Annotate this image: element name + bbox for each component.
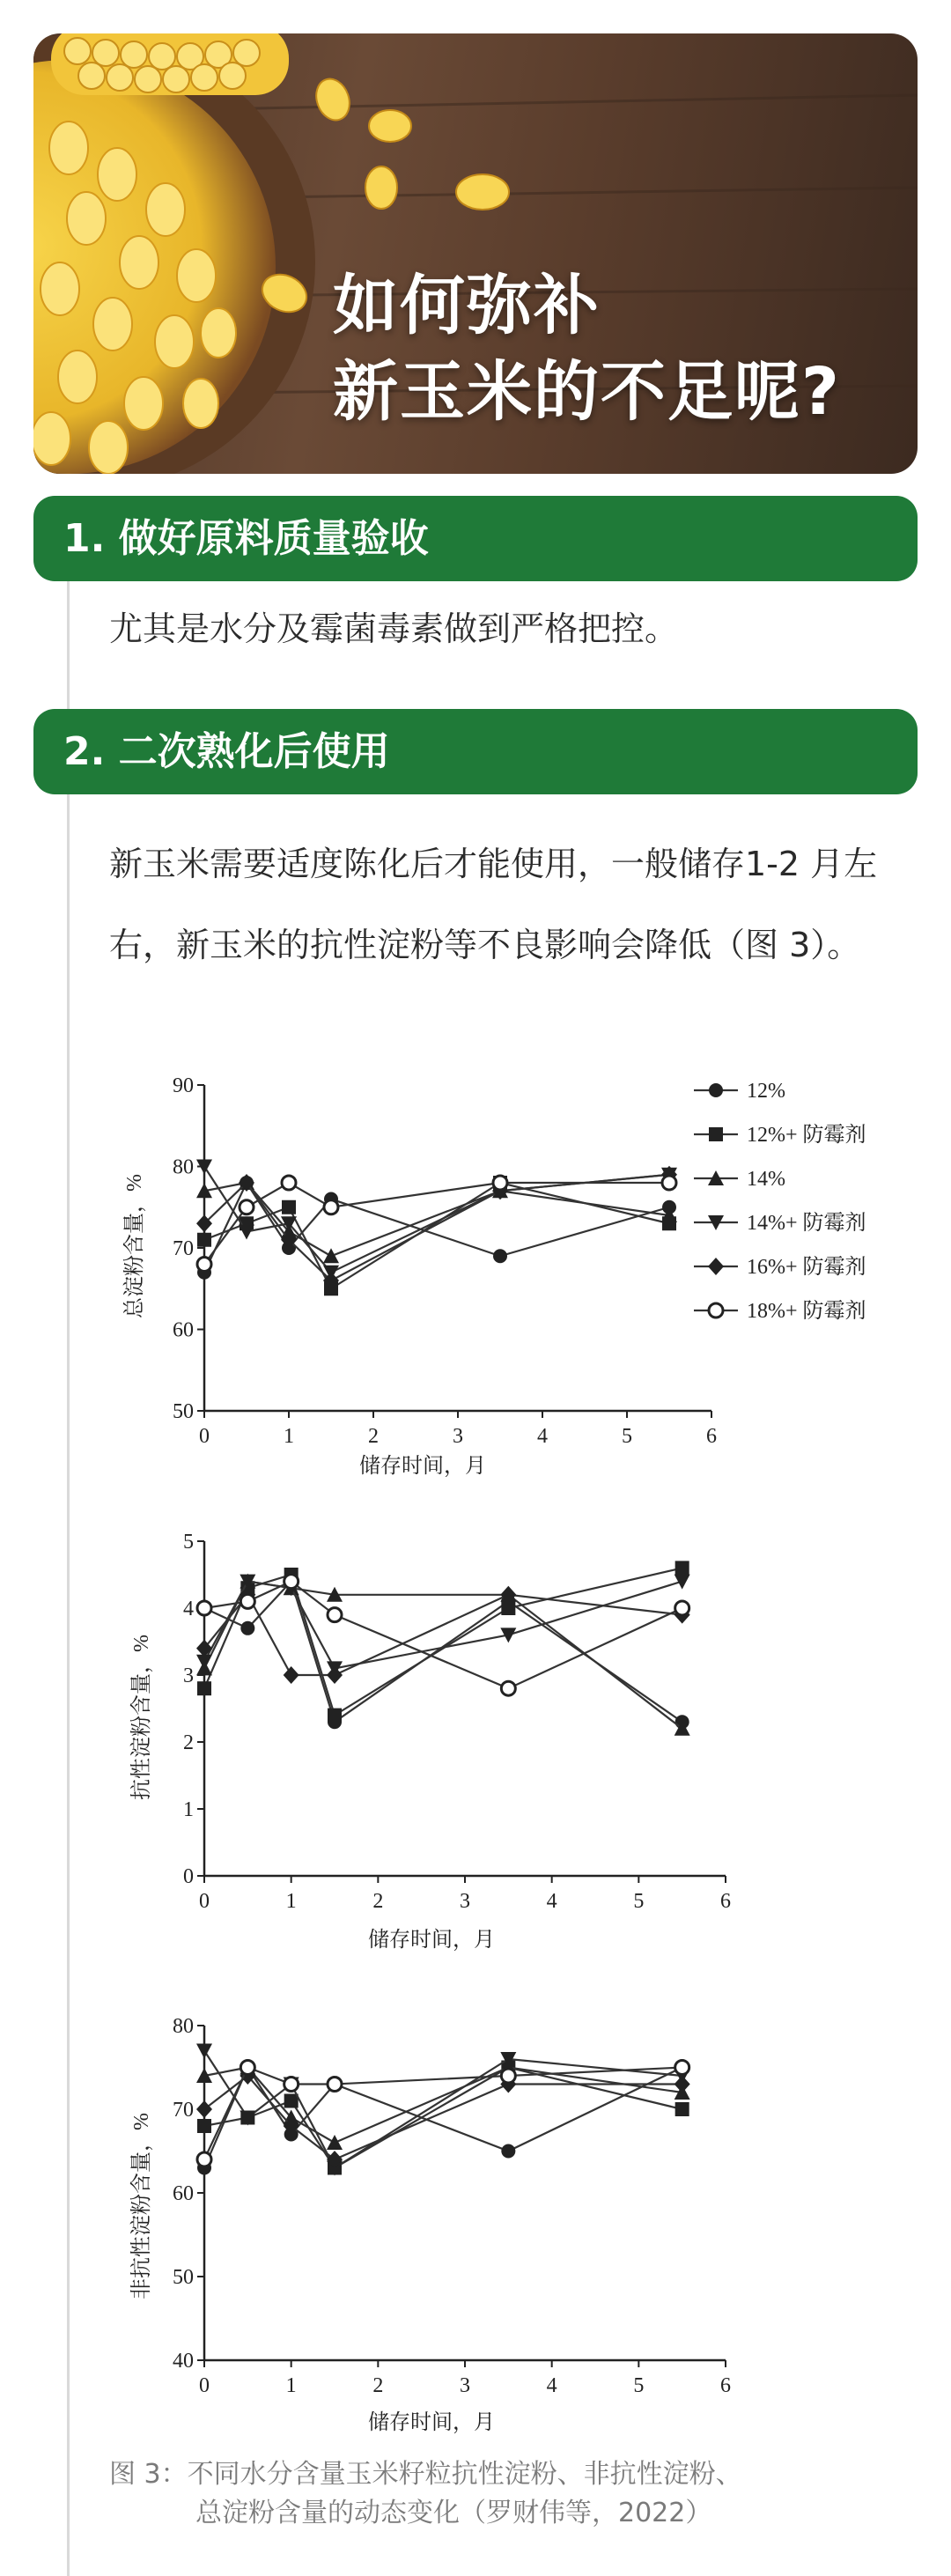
left-divider-line: [67, 564, 70, 2576]
chart-3-xtick-label: 2: [372, 2374, 384, 2397]
chart-2-xtick-label: 2: [372, 1890, 384, 1913]
chart-1-series-2-point: [282, 1200, 296, 1214]
chart-1-series-1-point: [493, 1249, 507, 1263]
hero-title-line2: 新玉米的不足呢?: [333, 354, 841, 430]
chart-3-series-2-point: [197, 2119, 211, 2133]
chart-3-series-1-point: [501, 2144, 515, 2159]
chart-3-series-6-point: [240, 2061, 254, 2075]
chart-2-xtick-label: 5: [633, 1890, 645, 1913]
chart-1-ytick-label: 50: [173, 1400, 194, 1423]
chart-2-ytick-label: 2: [183, 1731, 194, 1754]
chart-3-series-6-point: [501, 2069, 515, 2083]
chart-3-series-6-point: [284, 2078, 299, 2092]
chart-2-plot: [183, 1531, 731, 1913]
chart-2-series-6-point: [240, 1594, 254, 1608]
chart-2-xlabel: 储存时间，月: [368, 1929, 495, 1952]
chart-1-xtick-label: 0: [199, 1425, 210, 1448]
chart-3-xtick-label: 4: [546, 2374, 557, 2397]
chart-3-series-6-point: [328, 2078, 342, 2092]
chart-nonresistant-starch: [106, 2008, 898, 2439]
chart-3-series-5-point: [675, 2076, 690, 2093]
legend-label-2: 12%+ 防霉剂: [747, 1124, 866, 1147]
chart-2-ytick-label: 5: [183, 1531, 194, 1554]
chart-1-xtick-label: 4: [537, 1425, 548, 1448]
chart-1-series-6-point: [324, 1200, 338, 1214]
chart-2-xtick-label: 0: [199, 1890, 210, 1913]
section-heading-1-label: 1. 做好原料质量验收: [63, 516, 429, 561]
chart-2-ytick-label: 4: [183, 1598, 194, 1620]
chart-2-series-6-point: [197, 1601, 211, 1615]
chart-1-ytick-label: 80: [173, 1155, 194, 1179]
section-heading-1: [33, 496, 918, 581]
legend-marker-1: [709, 1083, 723, 1097]
legend-label-1: 12%: [747, 1080, 785, 1103]
chart-1-series-1-line: [204, 1183, 669, 1273]
chart-2-series-4-point: [675, 1575, 690, 1590]
chart-3-ylabel: 非抗性淀粉含量，%: [130, 2113, 153, 2299]
chart-3-ytick-label: 50: [173, 2266, 194, 2289]
chart-2-ytick-label: 3: [183, 1664, 194, 1687]
chart-total-starch: [106, 1066, 898, 1488]
chart-2-ylabel: 抗性淀粉含量，%: [130, 1635, 153, 1800]
section-1-body: 尤其是水分及霉菌毒素做到严格把控。: [109, 609, 679, 648]
chart-1-xtick-label: 2: [368, 1425, 379, 1448]
chart-2-series-6-point: [284, 1575, 299, 1589]
chart-3-series-2-point: [675, 2102, 689, 2116]
chart-3-xtick-label: 6: [720, 2374, 731, 2397]
chart-1-xtick-label: 3: [453, 1425, 463, 1448]
chart-1-series-2-point: [197, 1233, 211, 1247]
chart-3-series-6-point: [197, 2152, 211, 2166]
chart-2-series-6-point: [675, 1601, 689, 1615]
chart-3-series-4-point: [196, 2044, 212, 2059]
legend-marker-6: [709, 1303, 723, 1318]
legend-label-6: 18%+ 防霉剂: [747, 1300, 866, 1323]
chart-3-xtick-label: 0: [199, 2374, 210, 2397]
chart-1-xtick-label: 6: [706, 1425, 717, 1448]
chart-1-series-3-point: [323, 1248, 339, 1263]
chart-3-ytick-label: 40: [173, 2350, 194, 2373]
chart-1-series-6-point: [197, 1258, 211, 1272]
chart-1-ytick-label: 60: [173, 1318, 194, 1342]
chart-2-ytick-label: 0: [183, 1865, 194, 1888]
chart-1-series-6-point: [662, 1176, 676, 1190]
section-2-body: 新玉米需要适度陈化后才能使用，一般储存1-2 月左右，新玉米的抗性淀粉等不良影响会降低（图 3）。: [109, 845, 878, 964]
hero-banner: [33, 33, 918, 474]
chart-2-series-2-point: [328, 1709, 342, 1723]
legend-label-5: 16%+ 防霉剂: [747, 1256, 866, 1279]
chart-3-ytick-label: 60: [173, 2182, 194, 2205]
chart-2-series-5-point: [284, 1666, 299, 1684]
section-heading-2-label: 2. 二次熟化后使用: [63, 729, 390, 774]
chart-2-xtick-label: 3: [460, 1890, 470, 1913]
chart-2-series-1-point: [240, 1621, 254, 1635]
chart-1-legend: [694, 1080, 866, 1323]
chart-1-series-6-point: [282, 1176, 296, 1190]
chart-1-series-6-point: [240, 1200, 254, 1214]
legend-label-3: 14%: [747, 1168, 785, 1191]
chart-1-xtick-label: 5: [622, 1425, 632, 1448]
chart-2-series-2-point: [197, 1681, 211, 1695]
chart-2-xtick-label: 6: [720, 1890, 731, 1913]
chart-1-xlabel: 储存时间，月: [359, 1455, 486, 1478]
chart-2-ytick-label: 1: [183, 1798, 194, 1821]
chart-3-xtick-label: 1: [285, 2374, 297, 2397]
chart-2-series-2-point: [675, 1561, 689, 1575]
chart-2-series-6-point: [501, 1681, 515, 1695]
chart-3-xtick-label: 3: [460, 2374, 470, 2397]
figure-caption: [109, 2455, 742, 2533]
chart-1-series-6-point: [493, 1176, 507, 1190]
chart-2-xtick-label: 4: [546, 1890, 557, 1913]
hero-title-line1: 如何弥补: [333, 268, 601, 343]
chart-3-series-5-line: [204, 2076, 682, 2159]
chart-3-series-5-point: [196, 2100, 212, 2118]
chart-2-series-5-point: [327, 1666, 343, 1684]
chart-resistant-starch: [106, 1524, 898, 1964]
chart-1-series-4-point: [239, 1225, 254, 1240]
legend-marker-5: [708, 1258, 724, 1275]
chart-3-xlabel: 储存时间，月: [368, 2411, 495, 2434]
chart-3-series-3-point: [327, 2135, 343, 2150]
hero-title: [333, 262, 841, 435]
chart-2-series-5-line: [204, 1595, 682, 1675]
chart-3-series-6-point: [675, 2061, 689, 2075]
chart-3-ytick-label: 70: [173, 2099, 194, 2122]
chart-3-series-2-point: [284, 2094, 299, 2108]
caption-line2: 总淀粉含量的动态变化（罗财伟等，2022）: [195, 2498, 712, 2528]
caption-line1: 图 3：不同水分含量玉米籽粒抗性淀粉、非抗性淀粉、: [109, 2459, 742, 2490]
legend-marker-2: [709, 1127, 723, 1141]
chart-1-ylabel: 总淀粉含量，%: [123, 1174, 146, 1318]
chart-3-xtick-label: 5: [633, 2374, 645, 2397]
chart-3-plot: [173, 2015, 731, 2397]
chart-1-xtick-label: 1: [284, 1425, 294, 1448]
chart-1-plot: [173, 1074, 717, 1448]
chart-1-ytick-label: 90: [173, 1074, 194, 1097]
chart-3-ytick-label: 80: [173, 2015, 194, 2038]
legend-label-4: 14%+ 防霉剂: [747, 1212, 866, 1235]
chart-2-xtick-label: 1: [285, 1890, 297, 1913]
chart-1-ytick-label: 70: [173, 1237, 194, 1260]
section-heading-2: [33, 709, 918, 794]
chart-2-series-6-point: [328, 1608, 342, 1622]
